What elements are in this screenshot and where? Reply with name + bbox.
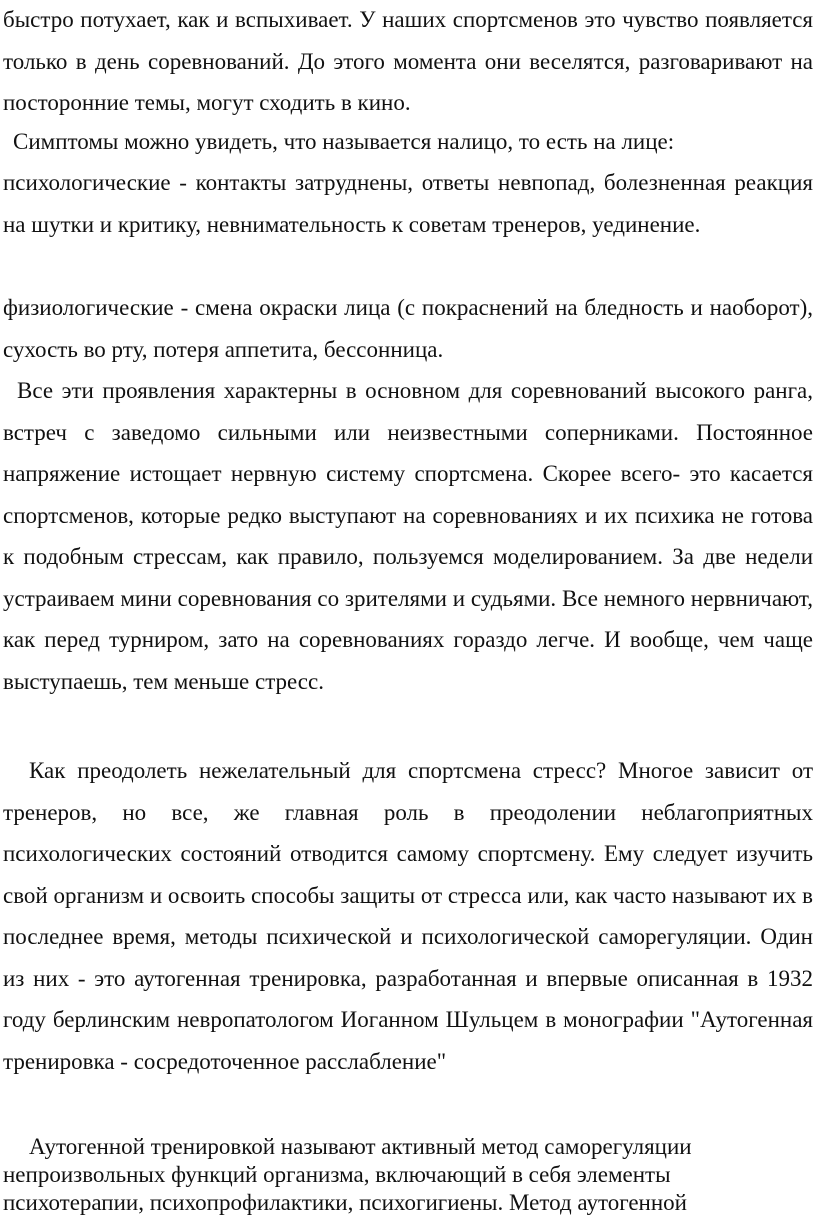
paragraph-5: Все эти проявления характерны в основном для соревнований высокого ранга, встреч с заведомо сильными или неизвестными соперниками. Постоянное напряжение истощает нервную систему спортсмена. Скорее всего- это касается спортсменов, которые редко выступают на соревнованиях и их психика не готова к подобным стрессам, как правило, пользуемся моделированием. За две недели устраиваем мини соревнования со зрителями и судьями. Все немного нервничают, как перед турниром, зато на соревнованиях гораздо легче. И вообще, чем чаще выступаешь, тем меньше стресс.: [3, 378, 813, 694]
paragraph-4: физиологические - смена окраски лица (с покраснений на бледность и наоборот), сухость во рту, потеря аппетита, бессонница.: [3, 295, 813, 362]
paragraph-6: Как преодолеть нежелательный для спортсмена стресс? Многое зависит от тренеров, но все, же главная роль в преодолении неблагоприятных психологических состояний отводится самому спортсмену. Ему следует изучить свой организм и освоить способы защиты от стресса или, как часто называют их в последнее время, методы психической и психологической саморегуляции. Один из них - это аутогенная тренировка, разработанная и впервые описанная в 1932 году берлинским невропатологом Иоганном Шульцем в монографии "Аутогенная тренировка - сосредоточенное расслабление": [3, 758, 813, 1074]
paragraph-7: Аутогенной тренировкой называют активный метод саморегуляции непроизвольных функций организма, включающий в себя элементы психотерапии, психопрофилактики, психогигиены. Метод аутогенной: [3, 1134, 692, 1215]
paragraph-1: быстро потухает, как и вспыхивает. У наших спортсменов это чувство появляется только в день соревнований. До этого момента они веселятся, разговаривают на посторонние темы, могут сходить в кино.: [3, 7, 813, 115]
paragraph-2: Симптомы можно увидеть, что называется налицо, то есть на лице:: [13, 129, 675, 154]
paragraph-3: психологические - контакты затруднены, ответы невпопад, болезненная реакция на шутки и критику, невнимательность к советам тренеров, уединение.: [3, 170, 813, 237]
